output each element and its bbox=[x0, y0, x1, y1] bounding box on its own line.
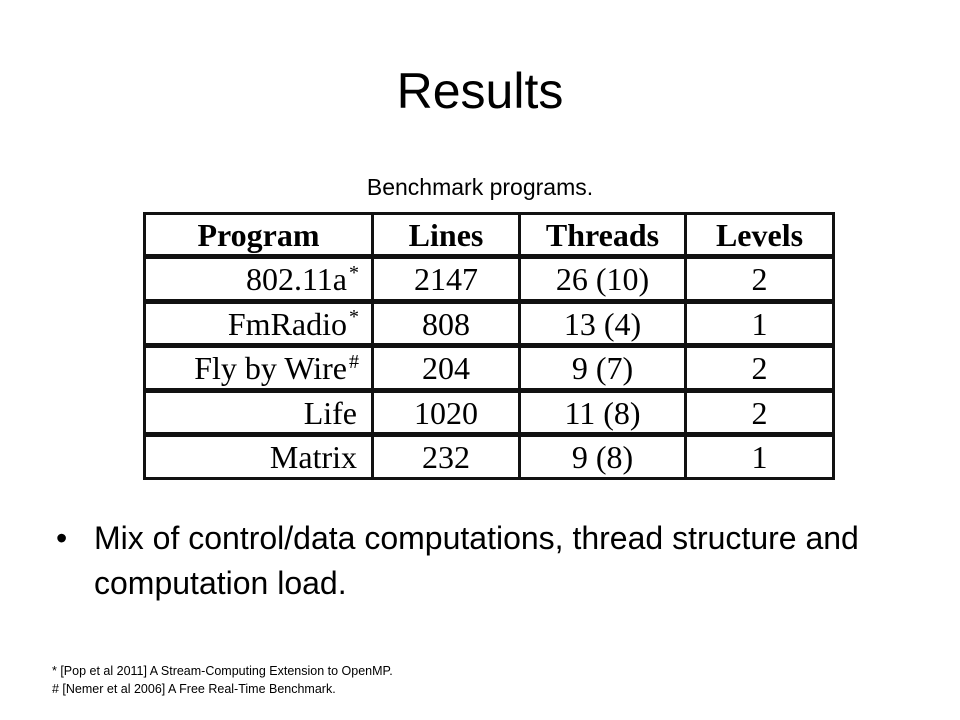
benchmark-table bbox=[143, 212, 835, 480]
footnote-pop: * [Pop et al 2011] A Stream-Computing Extension to OpenMP. bbox=[52, 664, 393, 678]
cell-threads: 9 (8) bbox=[520, 435, 686, 479]
program-name: Life bbox=[303, 394, 357, 431]
table-row bbox=[145, 435, 834, 479]
cell-levels: 2 bbox=[686, 390, 834, 435]
header-lines: Lines bbox=[373, 214, 520, 257]
cell-threads: 13 (4) bbox=[520, 301, 686, 346]
program-name: 802.11a bbox=[245, 261, 347, 298]
table-caption: Benchmark programs. bbox=[366, 174, 594, 200]
table-row bbox=[145, 390, 834, 435]
bullet-item bbox=[56, 516, 916, 606]
table-row bbox=[145, 257, 834, 302]
table-row bbox=[145, 346, 834, 391]
header-levels: Levels bbox=[686, 214, 834, 257]
cell-lines: 2147 bbox=[373, 257, 520, 302]
cell-lines: 204 bbox=[373, 346, 520, 391]
bullet-text: Mix of control/data computations, thread structure and computation load. bbox=[94, 520, 859, 601]
table-row bbox=[145, 301, 834, 346]
bullet-dot-icon: • bbox=[56, 520, 68, 556]
cell-program bbox=[145, 301, 373, 346]
footnote-nemer: # [Nemer et al 2006] A Free Real-Time Benchmark. bbox=[52, 682, 336, 696]
cell-lines: 808 bbox=[373, 301, 520, 346]
table-header-row bbox=[145, 214, 834, 257]
footnotes bbox=[52, 662, 393, 698]
footnote-mark: * bbox=[349, 261, 359, 284]
header-program: Program bbox=[145, 214, 373, 257]
cell-program bbox=[145, 346, 373, 391]
cell-lines: 1020 bbox=[373, 390, 520, 435]
cell-levels: 2 bbox=[686, 346, 834, 391]
bullet-list bbox=[56, 516, 916, 606]
cell-levels: 1 bbox=[686, 435, 834, 479]
cell-threads: 11 (8) bbox=[520, 390, 686, 435]
cell-levels: 1 bbox=[686, 301, 834, 346]
cell-program bbox=[145, 435, 373, 479]
footnote-mark: * bbox=[349, 306, 359, 329]
cell-threads: 9 (7) bbox=[520, 346, 686, 391]
program-name: FmRadio bbox=[227, 305, 347, 342]
footnote-mark: # bbox=[349, 350, 359, 373]
program-name: Matrix bbox=[269, 439, 357, 476]
cell-levels: 2 bbox=[686, 257, 834, 302]
cell-program bbox=[145, 257, 373, 302]
program-name: Fly by Wire bbox=[194, 350, 347, 387]
cell-threads: 26 (10) bbox=[520, 257, 686, 302]
slide-title: Results bbox=[396, 63, 564, 119]
header-threads: Threads bbox=[520, 214, 686, 257]
cell-lines: 232 bbox=[373, 435, 520, 479]
cell-program bbox=[145, 390, 373, 435]
